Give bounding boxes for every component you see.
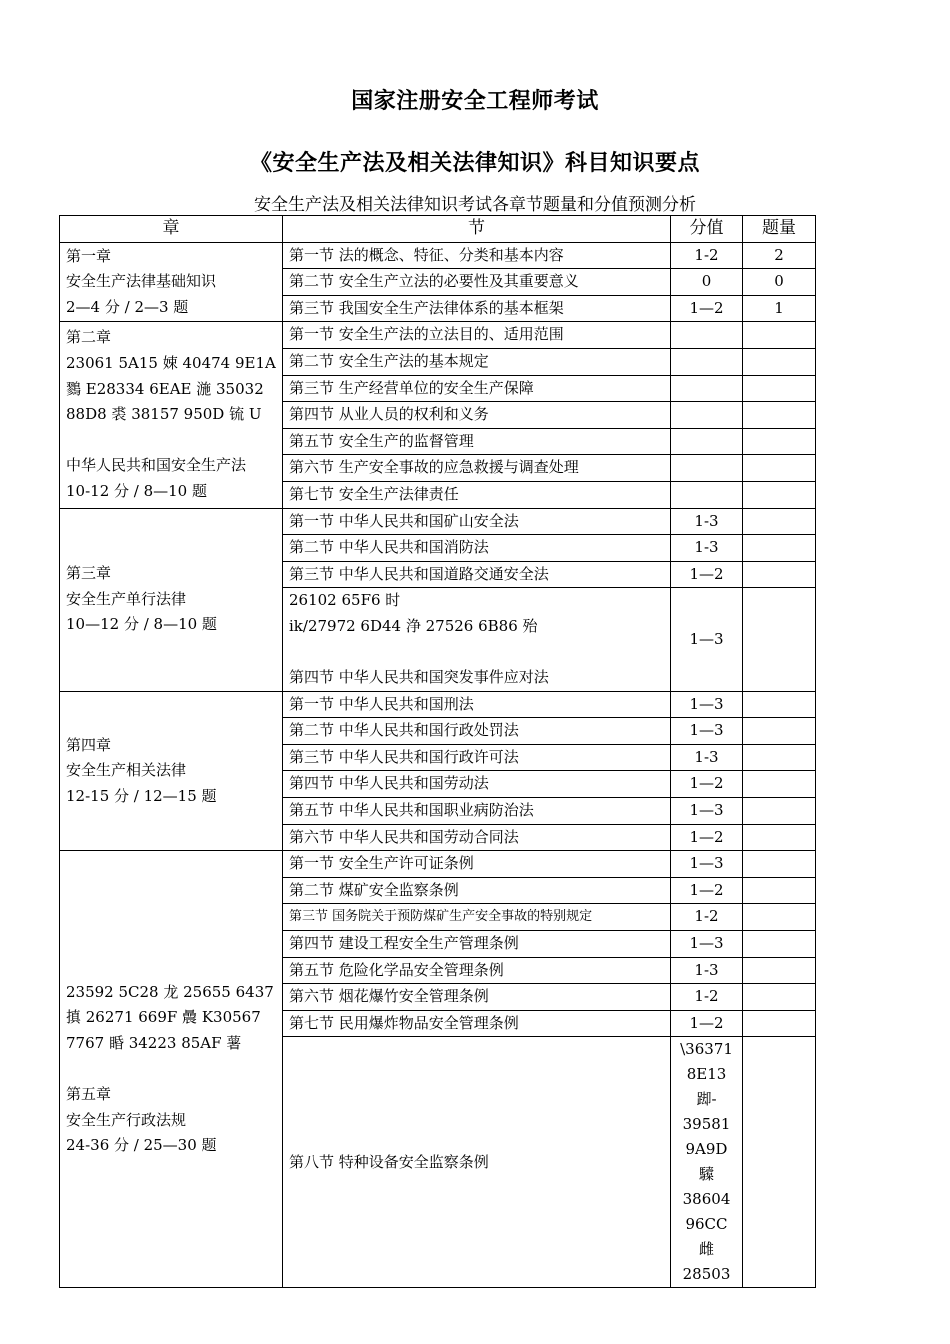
score-cell <box>671 455 743 482</box>
score-cell <box>671 375 743 402</box>
count-cell <box>743 798 816 825</box>
score-cell: 1-3 <box>671 535 743 562</box>
count-cell <box>743 322 816 349</box>
chapter-cell-1 <box>60 242 283 322</box>
score-cell: 1-2 <box>671 984 743 1011</box>
count-cell <box>743 535 816 562</box>
section-cell: 第三节 生产经营单位的安全生产保障 <box>283 375 671 402</box>
chapter-table <box>59 215 816 1288</box>
chapter-name: 安全生产行政法规 <box>66 1110 187 1129</box>
count-cell: 1 <box>743 295 816 322</box>
count-cell <box>743 691 816 718</box>
section-cell: 第二节 安全生产法的基本规定 <box>283 348 671 375</box>
count-cell <box>743 561 816 588</box>
table-row <box>60 322 816 349</box>
count-cell <box>743 851 816 878</box>
score-line: 踋- <box>696 1090 717 1109</box>
score-line: 28503 <box>682 1265 731 1284</box>
chapter-cell-4 <box>60 691 283 851</box>
chapter-score: 2—4 分 / 2—3 题 <box>66 297 189 316</box>
section-cell: 第二节 煤矿安全监察条例 <box>283 877 671 904</box>
chapter-label: 第四章 <box>66 735 112 754</box>
count-cell <box>743 718 816 745</box>
chapter-label: 第三章 <box>66 564 112 583</box>
count-cell: 0 <box>743 269 816 296</box>
score-cell: 1-3 <box>671 744 743 771</box>
section-cell: 第一节 安全生产许可证条例 <box>283 851 671 878</box>
count-cell: 2 <box>743 242 816 269</box>
score-cell: 1—2 <box>671 771 743 798</box>
chapter-score: 10—12 分 / 8—10 题 <box>66 615 217 634</box>
section-cell: 第三节 中华人民共和国行政许可法 <box>283 744 671 771</box>
score-cell: 1—2 <box>671 295 743 322</box>
section-cell <box>283 588 671 691</box>
section-cell: 第二节 中华人民共和国行政处罚法 <box>283 718 671 745</box>
score-line: \36371 <box>680 1040 733 1059</box>
chapter-garbled-line: 23061 5A15 娕 40474 9E1A <box>66 353 276 372</box>
chapter-garbled-line: 23592 5C28 龙 25655 6437 <box>66 982 274 1001</box>
score-cell: 1-2 <box>671 242 743 269</box>
score-cell: 1—2 <box>671 824 743 851</box>
table-row <box>60 508 816 535</box>
count-cell <box>743 877 816 904</box>
section-cell: 第五节 安全生产的监督管理 <box>283 428 671 455</box>
count-cell <box>743 588 816 691</box>
chapter-name: 安全生产单行法律 <box>66 589 187 608</box>
chapter-score: 12-15 分 / 12—15 题 <box>66 786 217 805</box>
section-cell: 第一节 中华人民共和国矿山安全法 <box>283 508 671 535</box>
section-cell: 第六节 中华人民共和国劳动合同法 <box>283 824 671 851</box>
score-cell <box>671 481 743 508</box>
table-caption: 安全生产法及相关法律知识考试各章节题量和分值预测分析 <box>254 195 696 215</box>
section-cell: 第四节 建设工程安全生产管理条例 <box>283 931 671 958</box>
score-cell: 1—3 <box>671 798 743 825</box>
section-cell: 第四节 从业人员的权利和义务 <box>283 402 671 429</box>
count-cell <box>743 771 816 798</box>
score-cell: 1—2 <box>671 877 743 904</box>
section-cell: 第三节 国务院关于预防煤矿生产安全事故的特别规定 <box>283 904 671 931</box>
section-cell: 第三节 中华人民共和国道路交通安全法 <box>283 561 671 588</box>
header-score: 分值 <box>671 216 743 243</box>
score-cell: 1—2 <box>671 1010 743 1037</box>
score-line: 39581 <box>682 1115 731 1134</box>
score-cell <box>671 428 743 455</box>
score-cell: 1—3 <box>671 588 743 691</box>
count-cell <box>743 348 816 375</box>
section-cell: 第一节 中华人民共和国刑法 <box>283 691 671 718</box>
table-row <box>60 242 816 269</box>
header-chapter: 章 <box>60 216 283 243</box>
section-cell: 第五节 危险化学品安全管理条例 <box>283 957 671 984</box>
score-cell <box>671 322 743 349</box>
count-cell <box>743 957 816 984</box>
section-cell: 第六节 烟花爆竹安全管理条例 <box>283 984 671 1011</box>
score-cell: 1—3 <box>671 931 743 958</box>
count-cell <box>743 402 816 429</box>
score-line: 9A9D <box>685 1140 728 1159</box>
section-cell: 第四节 中华人民共和国劳动法 <box>283 771 671 798</box>
count-cell <box>743 931 816 958</box>
chapter-name: 中华人民共和国安全生产法 <box>66 456 247 475</box>
chapter-garbled-line: 鷚 E28334 6EAE 湤 35032 <box>66 379 264 398</box>
chapter-name: 安全生产法律基础知识 <box>66 272 217 291</box>
score-cell: 1-2 <box>671 904 743 931</box>
score-line: 驝 <box>698 1165 714 1184</box>
count-cell <box>743 375 816 402</box>
chapter-garbled-line: 88D8 裘 38157 950D 锍 U <box>66 405 262 424</box>
chapter-cell-5 <box>60 851 283 1288</box>
count-cell <box>743 904 816 931</box>
score-cell <box>671 402 743 429</box>
chapter-score: 24-36 分 / 25—30 题 <box>66 1136 217 1155</box>
table-row <box>60 851 816 878</box>
count-cell <box>743 984 816 1011</box>
document-subtitle: 《安全生产法及相关法律知识》科目知识要点 <box>249 150 700 176</box>
score-cell-stacked <box>671 1037 743 1288</box>
score-cell <box>671 348 743 375</box>
score-line: 38604 <box>682 1190 731 1209</box>
spacer <box>66 428 276 454</box>
count-cell <box>743 455 816 482</box>
chapter-label: 第二章 <box>66 328 112 347</box>
score-line: 96CC <box>685 1215 728 1234</box>
section-cell: 第三节 我国安全生产法律体系的基本框架 <box>283 295 671 322</box>
score-line: 雌 <box>698 1240 714 1259</box>
chapter-cell-3 <box>60 508 283 691</box>
document-title: 国家注册安全工程师考试 <box>351 88 599 114</box>
score-line: 8E13 <box>686 1065 727 1084</box>
chapter-cell-2 <box>60 322 283 508</box>
score-cell: 1—3 <box>671 851 743 878</box>
score-cell: 1—2 <box>671 561 743 588</box>
chapter-garbled-line: 搷 26271 669F 曟 K30567 <box>66 1008 261 1027</box>
count-cell <box>743 1037 816 1288</box>
section-cell: 第二节 中华人民共和国消防法 <box>283 535 671 562</box>
count-cell <box>743 1010 816 1037</box>
section-cell: 第七节 安全生产法律责任 <box>283 481 671 508</box>
score-cell: 1—3 <box>671 718 743 745</box>
section-cell: 第二节 安全生产立法的必要性及其重要意义 <box>283 269 671 296</box>
table-row <box>60 691 816 718</box>
count-cell <box>743 824 816 851</box>
chapter-name: 安全生产相关法律 <box>66 761 187 780</box>
score-cell: 1—3 <box>671 691 743 718</box>
chapter-garbled-line: 7767 睧 34223 85AF 薯 <box>66 1033 242 1052</box>
count-cell <box>743 428 816 455</box>
header-row <box>60 216 816 243</box>
count-cell <box>743 744 816 771</box>
score-cell: 0 <box>671 269 743 296</box>
count-cell <box>743 481 816 508</box>
section-cell: 第一节 法的概念、特征、分类和基本内容 <box>283 242 671 269</box>
count-cell <box>743 508 816 535</box>
header-section: 节 <box>283 216 671 243</box>
section-garbled-line: 26102 65F6 时 <box>289 591 401 610</box>
score-cell: 1-3 <box>671 957 743 984</box>
chapter-score: 10-12 分 / 8—10 题 <box>66 481 207 500</box>
section-garbled-line: ik/27972 6D44 浄 27526 6B86 殆 <box>289 616 538 635</box>
header-count: 题量 <box>743 216 816 243</box>
section-cell: 第一节 安全生产法的立法目的、适用范围 <box>283 322 671 349</box>
section-cell: 第八节 特种设备安全监察条例 <box>283 1037 671 1288</box>
spacer <box>289 640 664 666</box>
score-cell: 1-3 <box>671 508 743 535</box>
chapter-label: 第五章 <box>66 1085 112 1104</box>
section-label: 第四节 中华人民共和国突发事件应对法 <box>289 668 549 687</box>
section-cell: 第六节 生产安全事故的应急救援与调查处理 <box>283 455 671 482</box>
section-cell: 第五节 中华人民共和国职业病防治法 <box>283 798 671 825</box>
spacer <box>66 1057 276 1083</box>
chapter-label: 第一章 <box>66 246 112 265</box>
section-cell: 第七节 民用爆炸物品安全管理条例 <box>283 1010 671 1037</box>
